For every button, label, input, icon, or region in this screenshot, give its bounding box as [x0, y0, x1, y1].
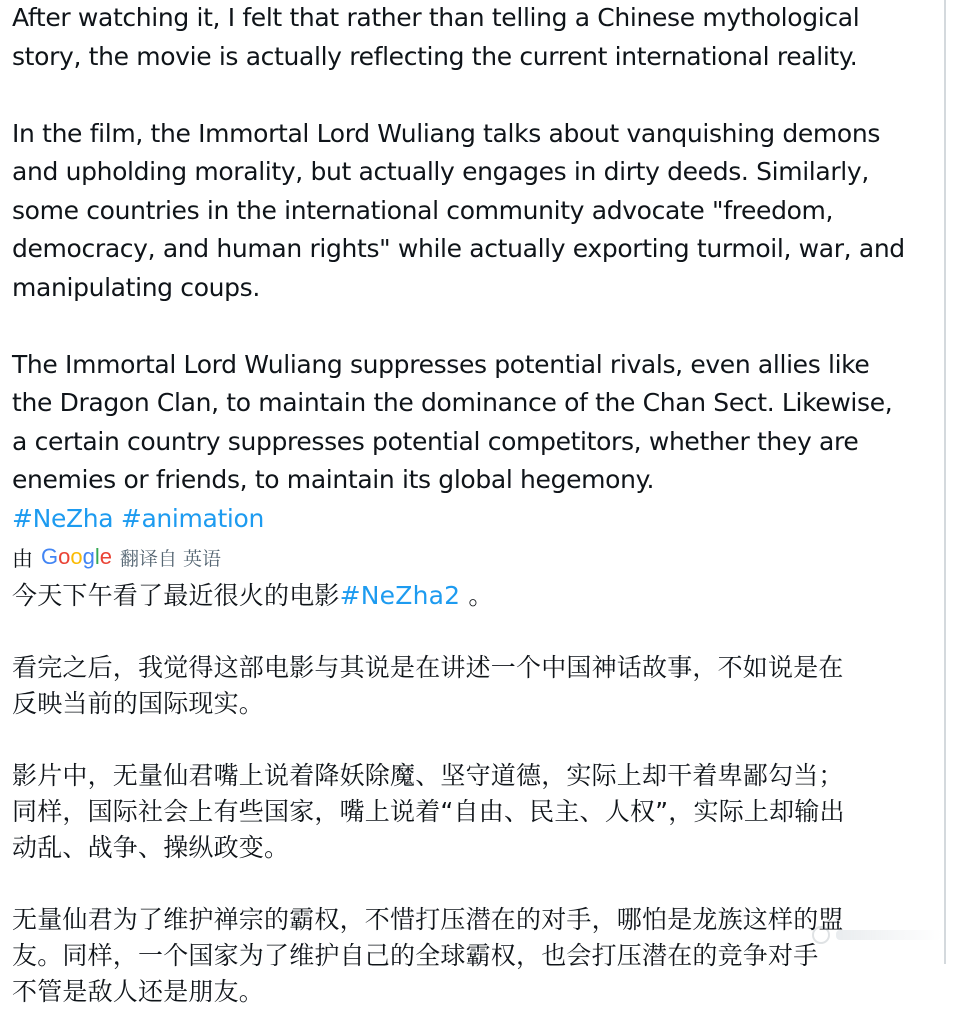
chinese-paragraph-0 — [12, 578, 942, 614]
chinese-paragraph-1: 看完之后，我觉得这部电影与其说是在讲述一个中国神话故事，不如说是在 反映当前的国际现实。 — [12, 652, 844, 718]
english-paragraph-1: After watching it, I felt that rather than telling a Chinese mythological story, the movie is actually reflecting the current international reality. — [12, 3, 860, 71]
hashtag-row — [12, 500, 942, 538]
tweet-english-text — [12, 0, 942, 500]
english-paragraph-3: The Immortal Lord Wuliang suppresses potential rivals, even allies like the Dragon Clan, to maintain the dominance of the Chan Sect. Likewise, a certain country suppresses potential competitors, whether they are enemies or friends, to maintain its global hegemony. — [12, 349, 893, 494]
hashtag-link-nezha[interactable]: #NeZha — [12, 503, 114, 533]
chinese-first-line-text: 今天下午看了最近很火的电影 — [12, 580, 340, 610]
tweet-card-right-border — [944, 0, 946, 964]
tweet-content — [12, 0, 942, 1006]
translation-attribution — [12, 538, 942, 578]
english-paragraph-2: In the film, the Immortal Lord Wuliang talks about vanquishing demons and upholding morality, but actually engages in dirty deeds. Similarly, some countries in the international community advocate "freedom, democracy, and human rights" while actually exporting turmoil, war, and manipulating coups. — [12, 118, 905, 302]
watermark-icon — [812, 926, 830, 944]
tweet-chinese-translation — [12, 578, 942, 1010]
chinese-first-line-end: 。 — [460, 580, 494, 610]
chinese-paragraph-3: 无量仙君为了维护禅宗的霸权，不惜打压潜在的对手，哪怕是龙族这样的盟 友。同样，一个国家为了维护自己的全球霸权，也会打压潜在的竞争对手 不管是敌人还是朋友。 — [12, 904, 844, 1006]
hashtag-link-animation[interactable]: #animation — [120, 503, 264, 533]
google-logo: G o o g l e — [41, 543, 113, 569]
hashtag-link-nezha2[interactable]: #NeZha2 — [339, 580, 461, 610]
translated-by-label: 由 — [12, 546, 33, 571]
watermark — [812, 920, 942, 950]
translated-from-link[interactable]: 翻译自 英语 — [120, 548, 222, 570]
watermark-bar — [836, 930, 942, 940]
chinese-paragraph-2: 影片中，无量仙君嘴上说着降妖除魔、坚守道德，实际上却干着卑鄙勾当； 同样，国际社会上有些国家，嘴上说着“自由、民主、人权”，实际上却输出 动乱、战争、操纵政变。 — [12, 760, 845, 862]
